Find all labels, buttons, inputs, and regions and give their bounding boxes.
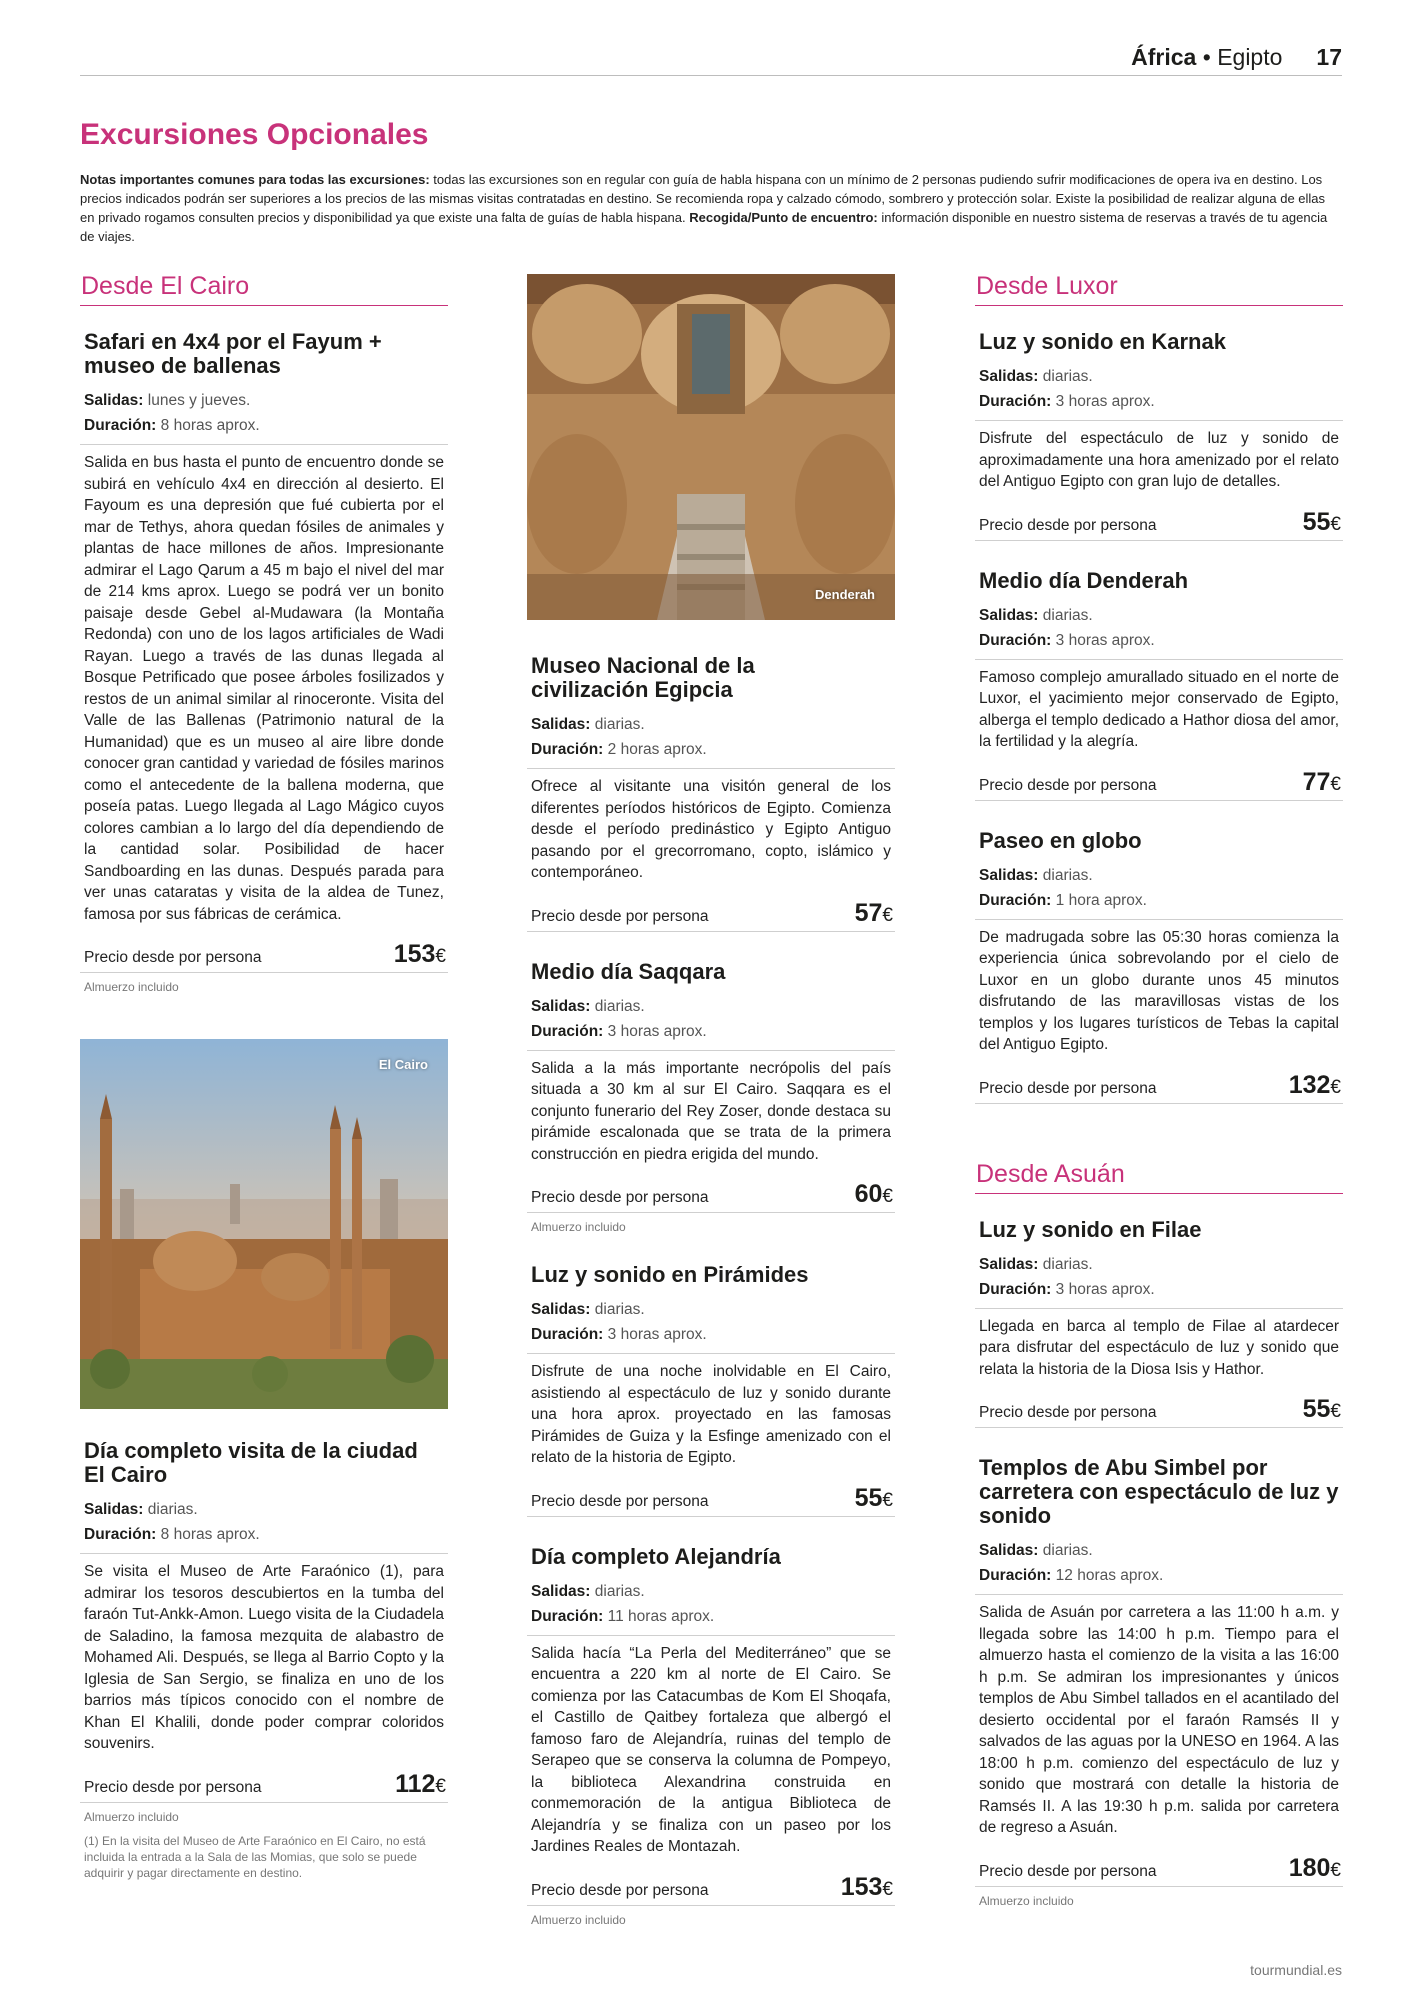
page-header (80, 44, 1342, 76)
notes-pickup-text: información disponible en nuestro sistema de reservas a través de tu agencia de viajes. (80, 210, 1328, 244)
price-label: Precio desde por persona (531, 1881, 709, 1899)
divider (80, 1553, 448, 1554)
salidas-label: Salidas: (979, 1542, 1039, 1559)
salidas-value: diarias. (1038, 1255, 1093, 1273)
excursion-title: Museo Nacional de la civilización Egipcia (531, 653, 755, 702)
currency-symbol: € (882, 1489, 893, 1511)
duracion-value: 3 horas aprox. (603, 1326, 707, 1343)
salidas-value: diarias. (1038, 1542, 1093, 1559)
salidas-line (979, 863, 1339, 888)
duracion-value: 3 horas aprox. (1051, 631, 1155, 649)
price-value (1303, 1395, 1341, 1424)
excursion-abu-simbel (975, 1456, 1343, 1909)
currency-symbol: € (1330, 513, 1341, 535)
duracion-label: Duración: (531, 1022, 604, 1040)
excursion-description: Famoso complejo amurallado situado en el norte de Luxor, el yacimiento mejor conservado de Egipto, alberga el templo dedicado a Hathor diosa del amor, la fertilidad y la alegría. (979, 668, 1339, 750)
lunch-note: Almuerzo incluido (84, 1809, 179, 1824)
duracion-value: 12 horas aprox. (1051, 1567, 1164, 1584)
price-amount: 55 (1302, 1395, 1331, 1423)
price-amount: 57 (854, 898, 883, 927)
footnote: (1) En la visita del Museo de Arte Faraónico en El Cairo, no está incluida la entrada a la Sala de las Momias, que solo se puede adquirir y pagar directamente en destino. (84, 1833, 426, 1880)
salidas-label: Salidas: (979, 1255, 1039, 1273)
salidas-label: Salidas: (979, 368, 1039, 385)
price-label: Precio desde por persona (531, 907, 709, 925)
excursion-title: Luz y sonido en Karnak (979, 329, 1226, 354)
divider (975, 1308, 1343, 1309)
salidas-line (84, 1497, 444, 1522)
price-amount: 112 (395, 1769, 436, 1798)
column-cairo (80, 268, 448, 1881)
salidas-value: diarias. (590, 1301, 645, 1318)
price-row (975, 1388, 1343, 1428)
page-title: Excursiones Opcionales (80, 118, 429, 151)
duracion-value: 3 horas aprox. (1051, 1280, 1155, 1298)
excursion-alejandria (527, 1545, 895, 1928)
divider (975, 919, 1343, 920)
price-value (394, 940, 446, 969)
price-label: Precio desde por persona (531, 1189, 709, 1206)
duracion-label: Duración: (979, 393, 1052, 410)
lunch-note: Almuerzo incluido (979, 1893, 1074, 1908)
price-row (527, 1866, 895, 1906)
price-label: Precio desde por persona (84, 1778, 262, 1796)
salidas-value: diarias. (590, 1582, 645, 1600)
salidas-label: Salidas: (84, 1501, 144, 1518)
excursion-title: Medio día Saqqara (531, 958, 726, 984)
divider (527, 768, 895, 769)
salidas-value: diarias. (1038, 368, 1093, 385)
salidas-label: Salidas: (979, 866, 1039, 884)
cairo-mosque-illustration (80, 1039, 448, 1409)
duracion-value: 8 horas aprox. (156, 1526, 260, 1543)
salidas-label: Salidas: (531, 1301, 591, 1318)
currency-symbol: € (435, 1775, 446, 1797)
duracion-value: 1 hora aprox. (1051, 891, 1147, 909)
salidas-label: Salidas: (84, 392, 144, 409)
price-value (1303, 768, 1341, 797)
divider (975, 1594, 1343, 1595)
duracion-line (531, 1019, 891, 1044)
divider (527, 1050, 895, 1051)
price-amount: 77 (1302, 767, 1331, 796)
denderah-temple-illustration (527, 274, 895, 620)
header-region: África (1131, 44, 1197, 70)
salidas-line (979, 364, 1339, 389)
currency-symbol: € (882, 1878, 893, 1900)
price-label: Precio desde por persona (979, 776, 1157, 794)
currency-symbol: € (882, 904, 893, 926)
excursion-piramides (527, 1263, 895, 1517)
excursion-description: Salida hacía “La Perla del Mediterráneo” que se encuentra a 220 km al norte de El Cairo. Se comienza por las Catacumbas de Kom El Shoqafa, el Castillo de Qaitbey fortaleza que albergó el famoso faro de Alejandría, ruinas del templo de Serapeo que se conserva la columna de Pompeyo, la biblioteca Alexandrina construida en conmemoración de la antigua Biblioteca de Alejandría y se finaliza con un paseo por los Jardines Reales de Montazah. (531, 1644, 891, 1855)
salidas-label: Salidas: (531, 1582, 591, 1600)
price-value (855, 1484, 893, 1513)
duracion-label: Duración: (979, 631, 1052, 649)
price-value (395, 1770, 446, 1799)
price-row (975, 1847, 1343, 1887)
photo-caption-cairo: El Cairo (378, 1057, 428, 1072)
divider (527, 1353, 895, 1354)
excursion-museo (527, 654, 895, 932)
duracion-line (979, 1277, 1339, 1302)
column-middle (527, 274, 895, 1928)
excursion-description: Salida en bus hasta el punto de encuentro donde se subirá en vehículo 4x4 en dirección al desierto. El Fayoum es una depresión que fué cubierta por el mar de Tethys, ahora quedan fósiles de animales y plantas de hace millones de años. Impresionante admirar el Lago Qarum a 45 m bajo el nivel del mar de 214 kms aprox. Luego se podrá ver un bonito paisaje desde Gebel al-Mudawara (la Montaña Redonda) con uno de los lagos artificiales de Wadi Rayan. Luego a través de las dunas llegada al Bosque Petrificado que posee árboles fosilizados y restos de un animal similar al rinoceronte. Visita del Valle de las Ballenas (Patrimonio natural de la Humanidad) que es un museo al aire libre donde conocer gran cantidad y variedad de fósiles marinos como el antecedente de la ballena moderna, que poseía patas. Luego llegada al Lago Mágico cuyos colores cambian a lo largo del día dependiendo de la cantidad solar. Posibilidad de hacer Sandboarding en las dunas. Después parada para ver unas cataratas y visita de la aldea de Tunez, famosa por sus fábricas de cerámica. (84, 454, 444, 923)
price-row (80, 933, 448, 973)
price-row (527, 892, 895, 932)
currency-symbol: € (1330, 1401, 1341, 1422)
excursion-description: Salida de Asuán por carretera a las 11:00 h a.m. y llegada sobre las 14:00 h p.m. Tiempo para el almuerzo hasta el comienzo de la visita a las 16:00 h p.m. Se admiran los impresionantes y únicos templos de Abu Simbel tallados en el acantilado del desierto occidental por el faraón Ramsés II y salvados de las aguas por la UNESO en 1964. A las 18:00 h p.m. comienzo del espectáculo de luz y sonido que mostrará con detalle la historia de Ramsés II. A las 19:30 h p.m. salida por carretera de regreso a Asuán. (979, 1604, 1339, 1836)
salidas-line (84, 388, 444, 413)
excursion-karnak (975, 330, 1343, 541)
price-amount: 153 (393, 940, 436, 968)
currency-symbol: € (435, 946, 446, 967)
notes-body: todas las excursiones son en regular con guía de habla hispana con un mínimo de 2 personas pudiendo sufrir modificaciones de opera iva en destino. Los precios indicados podrán ser superiores a los precios de las mismas visitas contratadas en destino. Se recomienda ropa y calzado cómodo, sombrero y protección solar. Existe la posibilidad de realizar alguna de ellas en privado rogamos consulten precios y disponibilidad ya que existe una falta de guías de habla hispana. (80, 172, 1326, 225)
lunch-note: Almuerzo incluido (531, 1220, 626, 1234)
price-amount: 55 (1302, 507, 1331, 536)
currency-symbol: € (1330, 1859, 1341, 1881)
price-row (527, 1173, 895, 1213)
price-value (1289, 1854, 1341, 1883)
duracion-value: 3 horas aprox. (603, 1022, 707, 1040)
photo-caption-denderah: Denderah (815, 587, 875, 602)
notes-pickup-label: Recogida/Punto de encuentro: (689, 210, 878, 225)
price-row (975, 761, 1343, 801)
header-breadcrumb (1131, 44, 1342, 71)
price-value (855, 1180, 893, 1209)
currency-symbol: € (1330, 1076, 1341, 1098)
price-label: Precio desde por persona (979, 1079, 1157, 1097)
price-amount: 55 (854, 1483, 883, 1512)
duracion-value: 2 horas aprox. (603, 741, 707, 758)
price-value (1289, 1071, 1341, 1100)
header-separator: • (1196, 44, 1218, 70)
price-amount: 132 (1288, 1070, 1331, 1099)
section-title-aswan: Desde Asuán (975, 1156, 1343, 1194)
duracion-line (979, 888, 1339, 913)
currency-symbol: € (882, 1186, 893, 1207)
price-row (527, 1477, 895, 1517)
photo-denderah (527, 274, 895, 620)
footer-website[interactable]: tourmundial.es (1250, 1962, 1342, 1978)
salidas-value: diarias. (1038, 606, 1093, 624)
excursion-fayum (80, 330, 448, 995)
header-country: Egipto (1217, 44, 1283, 70)
price-label: Precio desde por persona (979, 1862, 1157, 1880)
section-title-luxor: Desde Luxor (975, 268, 1343, 306)
excursion-title: Luz y sonido en Filae (979, 1216, 1202, 1242)
price-label: Precio desde por persona (531, 1492, 709, 1510)
lunch-note: Almuerzo incluido (531, 1912, 626, 1927)
excursion-title: Luz y sonido en Pirámides (531, 1262, 809, 1287)
excursion-denderah (975, 569, 1343, 801)
price-row (975, 501, 1343, 541)
price-row (80, 1763, 448, 1803)
excursion-description: De madrugada sobre las 05:30 horas comienza la experiencia única sobrevolando por el cielo de Luxor en un globo durante unos 45 minutos disfrutando de las maravillosas vistas de los templos y los lugares turísticos de Tebas la capital del Antiguo Egipto. (979, 928, 1339, 1053)
duracion-line (84, 413, 444, 438)
duracion-label: Duración: (84, 417, 157, 434)
salidas-line (979, 603, 1339, 628)
salidas-value: diarias. (590, 716, 645, 733)
photo-cairo-mosque (80, 1039, 448, 1409)
price-amount: 60 (854, 1180, 883, 1208)
salidas-line (531, 994, 891, 1019)
duracion-line (979, 628, 1339, 653)
price-label: Precio desde por persona (84, 949, 262, 966)
excursion-description: Llegada en barca al templo de Filae al atardecer para disfrutar del espectáculo de luz y sonido que relata la historia de la Diosa Isis y Hathor. (979, 1317, 1339, 1378)
duracion-label: Duración: (979, 1567, 1052, 1584)
salidas-line (531, 712, 891, 737)
salidas-value: diarias. (590, 997, 645, 1015)
excursion-title: Paseo en globo (979, 827, 1142, 853)
salidas-value: diarias. (143, 1501, 198, 1518)
salidas-value: lunes y jueves. (143, 392, 251, 409)
section-title-cairo: Desde El Cairo (80, 268, 448, 306)
price-value (855, 899, 893, 928)
salidas-line (979, 1252, 1339, 1277)
duracion-line (531, 1604, 891, 1629)
duracion-line (979, 1563, 1339, 1588)
duracion-value: 3 horas aprox. (1051, 393, 1155, 410)
duracion-label: Duración: (979, 1280, 1052, 1298)
price-label: Precio desde por persona (979, 1404, 1157, 1421)
important-notes (80, 170, 1342, 246)
duracion-label: Duración: (979, 891, 1052, 909)
duracion-label: Duración: (84, 1526, 157, 1543)
divider (975, 659, 1343, 660)
excursion-title: Día completo Alejandría (531, 1543, 781, 1569)
excursion-saqqara (527, 960, 895, 1236)
price-amount: 180 (1288, 1853, 1331, 1882)
excursion-description: Ofrece al visitante una visitón general de los diferentes períodos históricos de Egipto. Comienza desde el período predinástico y Egipto Antiguo pasando por el grecorromano, copto, islámico y contemporáneo. (531, 778, 891, 881)
excursion-description: Disfrute de una noche inolvidable en El Cairo, asistiendo al espectáculo de luz y sonido durante una hora aprox. proyectado en las famosas Pirámides de Guiza y la Esfinge amenizado con el relato de la historia de Egipto. (531, 1363, 891, 1466)
salidas-line (531, 1297, 891, 1322)
divider (80, 444, 448, 445)
currency-symbol: € (1330, 773, 1341, 795)
price-value (841, 1873, 893, 1902)
salidas-line (531, 1579, 891, 1604)
salidas-label: Salidas: (979, 606, 1039, 624)
salidas-label: Salidas: (531, 716, 591, 733)
duracion-line (531, 737, 891, 762)
page-number: 17 (1316, 44, 1342, 70)
excursion-globo (975, 829, 1343, 1104)
lunch-note: Almuerzo incluido (84, 980, 179, 994)
divider (975, 420, 1343, 421)
duracion-label: Duración: (531, 1326, 604, 1343)
excursion-description: Disfrute del espectáculo de luz y sonido de aproximadamente una hora amenizado por el relato del Antiguo Egipto con gran lujo de detalles. (979, 430, 1339, 490)
duracion-label: Duración: (531, 1607, 604, 1625)
excursion-title: Día completo visita de la ciudad El Cairo (84, 1438, 418, 1487)
notes-lead: Notas importantes comunes para todas las excursiones: (80, 172, 430, 187)
excursion-description: Se visita el Museo de Arte Faraónico (1), para admirar los tesoros descubiertos en la tumba del faraón Tut-Ankk-Amon. Luego visita de la Ciudadela de Saladino, la famosa mezquita de alabastro de Mohamed Ali. Después, se llega al Barrio Copto y la Iglesia de San Sergio, se finaliza en uno de los barrios más típicos conocido con el nombre de Khan El Khalili, donde poder comprar coloridos souvenirs. (84, 1563, 444, 1752)
salidas-label: Salidas: (531, 997, 591, 1015)
duracion-line (531, 1322, 891, 1347)
excursion-title: Templos de Abu Simbel por carretera con espectáculo de luz y sonido (979, 1455, 1339, 1528)
divider (527, 1635, 895, 1636)
duracion-value: 8 horas aprox. (156, 417, 260, 434)
price-row (975, 1064, 1343, 1104)
excursion-description: Salida a la más importante necrópolis del país situada a 30 km al sur El Cairo. Saqqara es el conjunto funerario del Rey Zoser, donde destaca su pirámide escalonada que se trata de la primera construcción en piedra erigida del mundo. (531, 1059, 891, 1163)
salidas-value: diarias. (1038, 866, 1093, 884)
duracion-line (84, 1522, 444, 1547)
excursion-title: Medio día Denderah (979, 567, 1189, 593)
column-luxor-aswan (975, 268, 1343, 1909)
duracion-line (979, 389, 1339, 414)
excursion-cairo-day (80, 1439, 448, 1881)
excursion-filae (975, 1218, 1343, 1429)
price-amount: 153 (840, 1872, 883, 1901)
duracion-label: Duración: (531, 741, 604, 758)
duracion-value: 11 horas aprox. (603, 1607, 715, 1625)
salidas-line (979, 1538, 1339, 1563)
price-value (1303, 508, 1341, 537)
price-label: Precio desde por persona (979, 516, 1157, 534)
excursion-title: Safari en 4x4 por el Fayum + museo de ballenas (84, 329, 382, 378)
